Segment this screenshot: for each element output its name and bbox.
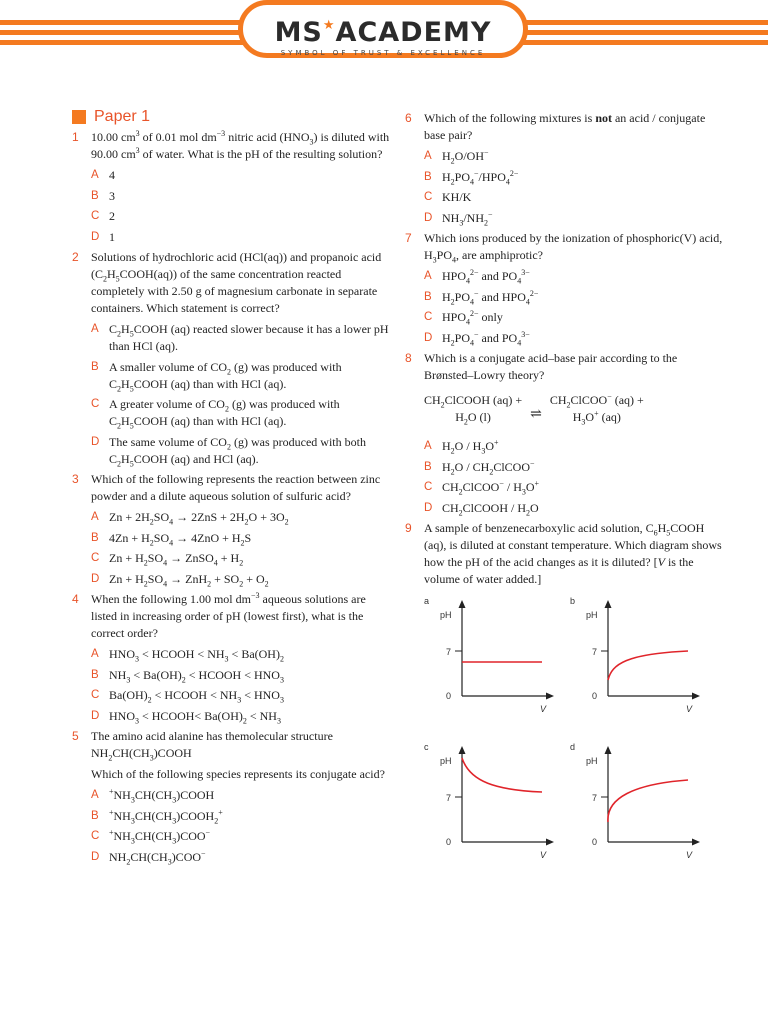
x-axis-arrow-icon bbox=[692, 693, 700, 700]
option-letter: B bbox=[424, 460, 432, 473]
y-tick-label: 0 bbox=[446, 691, 452, 701]
option-text: $Zn + H_2SO_4 \to ZnH_2 + SO_2 + O_2$ bbox=[109, 571, 269, 588]
option-text: $H_2O/OH^-$ bbox=[442, 148, 489, 166]
answer-option-d bbox=[424, 500, 725, 517]
answer-option-b bbox=[424, 459, 725, 476]
question-6 bbox=[405, 110, 725, 227]
answer-option-c bbox=[91, 208, 392, 225]
question-stem: The amino acid alanine has themolecular structure $NH_2CH(CH_3)COOH$ bbox=[91, 729, 333, 763]
option-letter: D bbox=[91, 572, 100, 585]
question-number: 5 bbox=[72, 729, 79, 743]
option-letter: A bbox=[91, 511, 99, 523]
graph-svg bbox=[418, 740, 558, 865]
option-letter: D bbox=[424, 331, 433, 344]
option-letter: D bbox=[91, 435, 100, 448]
graph-svg bbox=[418, 594, 558, 719]
option-text: $4Zn + H_2SO_4 \to 4ZnO + H_2S$ bbox=[109, 530, 252, 547]
ph-curve bbox=[608, 780, 688, 822]
square-bullet-icon bbox=[72, 110, 86, 124]
option-letter: A bbox=[91, 648, 99, 660]
equilibrium-equation bbox=[424, 392, 725, 426]
question-stem: 10.00 $cm^3$ of 0.01 mol $dm^{-3}$ nitric acid $(HNO_3)$ is diluted with 90.00 $cm^3$ of water. What is the pH of the resulting solution? bbox=[91, 129, 390, 161]
question-stem: Which is a conjugate acid–base pair according to the Brønsted–Lowry theory? bbox=[424, 351, 678, 382]
x-axis-label: V bbox=[540, 704, 547, 714]
option-letter: C bbox=[91, 210, 100, 222]
option-text: $^+NH_3CH(CH_3)COO^-$ bbox=[109, 828, 211, 846]
section-heading bbox=[72, 108, 392, 126]
graph-letter: b bbox=[570, 596, 576, 606]
question-number: 2 bbox=[72, 250, 79, 264]
right-column bbox=[405, 110, 725, 592]
option-letter: D bbox=[91, 709, 100, 722]
brand-tagline: SYMBOL OF TRUST & EXCELLENCE bbox=[280, 49, 486, 57]
y-axis-label: pH bbox=[440, 756, 452, 766]
question-4 bbox=[72, 591, 392, 725]
option-text: A greater volume of $CO_2$ (g) was produced with $C_2H_5COOH$ (aq) than with HCl (aq). bbox=[109, 397, 340, 431]
answer-option-b bbox=[91, 530, 392, 547]
answer-option-c bbox=[424, 189, 725, 206]
option-text: 2 bbox=[109, 209, 115, 223]
option-text: $H_2PO_4^-/HPO_4^{2-}$ bbox=[442, 168, 519, 186]
answer-option-a bbox=[91, 321, 392, 355]
y-axis-arrow-icon bbox=[459, 600, 466, 608]
brand-name: MS★ACADEMY bbox=[274, 17, 492, 48]
question-number: 3 bbox=[72, 472, 79, 486]
question-number: 6 bbox=[405, 111, 412, 125]
option-text: $HPO_4^{2-}$ only bbox=[442, 309, 503, 327]
question-stem: When the following 1.00 mol $dm^{-3}$ aqueous solutions are listed in increasing order of pH (lowest first), what is the correct order? bbox=[91, 591, 366, 640]
question-number: 8 bbox=[405, 351, 412, 365]
y-tick-label: 0 bbox=[446, 837, 452, 847]
answer-option-b bbox=[91, 808, 392, 825]
option-text: $Zn + 2H_2SO_4 \to 2ZnS + 2H_2O + 3O_2$ bbox=[109, 510, 289, 527]
option-letter: A bbox=[91, 789, 99, 801]
option-letter: C bbox=[91, 552, 100, 564]
question-3 bbox=[72, 471, 392, 588]
question-stem: Which of the following species represents its conjugate acid? bbox=[91, 767, 385, 781]
ph-curve bbox=[462, 758, 542, 792]
option-letter: B bbox=[91, 668, 99, 681]
answer-option-d bbox=[91, 229, 392, 246]
y-axis-label: pH bbox=[586, 756, 598, 766]
question-number: 7 bbox=[405, 231, 412, 245]
option-letter: B bbox=[91, 531, 99, 544]
graph-letter: c bbox=[424, 742, 429, 752]
option-letter: C bbox=[424, 311, 433, 323]
option-letter: D bbox=[91, 230, 100, 243]
option-text: $H_2O$ / $CH_2ClCOO^-$ bbox=[442, 458, 535, 476]
answer-option-b bbox=[424, 289, 725, 306]
option-letter: C bbox=[424, 481, 433, 493]
option-text: $CH_2ClCOOH / H_2O$ bbox=[442, 500, 539, 517]
answer-option-c bbox=[424, 479, 725, 496]
y-tick-label: 0 bbox=[592, 691, 598, 701]
answer-option-a bbox=[91, 646, 392, 663]
option-letter: B bbox=[424, 290, 432, 303]
option-text: $H_2PO_4^-$ and $PO_4^{3-}$ bbox=[442, 329, 530, 347]
option-text: A smaller volume of $CO_2$ (g) was produced with $C_2H_5COOH$ (aq) than with HCl (aq). bbox=[109, 359, 342, 393]
y-tick-label: 7 bbox=[446, 793, 452, 803]
question-stem: Solutions of hydrochloric acid (HCl(aq)) and propanoic acid $(C_2H_5COOH(aq))$ of the same concentration reacted completely with 2.50 g of magnesium carbonate in separate containers. Which statement is correct? bbox=[91, 250, 382, 315]
answer-option-c bbox=[91, 687, 392, 704]
option-text: $NH_3 < Ba(OH)_2$ < HCOOH < $HNO_3$ bbox=[109, 667, 284, 684]
y-tick-label: 0 bbox=[592, 837, 598, 847]
answer-option-b bbox=[91, 188, 392, 205]
option-text: $H_2O / H_3O^+$ bbox=[442, 438, 499, 456]
section-title: Paper 1 bbox=[94, 108, 151, 125]
graph-letter: a bbox=[424, 596, 430, 606]
y-tick-label: 7 bbox=[446, 647, 452, 657]
left-column bbox=[72, 108, 392, 869]
option-letter: A bbox=[424, 440, 432, 452]
x-axis-arrow-icon bbox=[546, 693, 554, 700]
ph-graphs bbox=[418, 594, 718, 864]
y-tick-label: 7 bbox=[592, 647, 598, 657]
answer-option-c bbox=[424, 309, 725, 326]
question-9 bbox=[405, 520, 725, 588]
answer-option-c bbox=[91, 396, 392, 430]
option-letter: B bbox=[91, 809, 99, 822]
question-number: 1 bbox=[72, 130, 79, 144]
option-text: $HNO_3$ < HCOOH < $NH_3 < Ba(OH)_2$ bbox=[109, 647, 284, 664]
answer-option-d bbox=[424, 330, 725, 347]
option-letter: A bbox=[91, 323, 99, 335]
answer-option-b bbox=[91, 667, 392, 684]
option-text: $NH_3/NH_2^-$ bbox=[442, 209, 493, 227]
option-letter: A bbox=[424, 270, 432, 282]
option-text: $^+NH_3CH(CH_3)COOH_2^+$ bbox=[109, 807, 223, 825]
option-letter: B bbox=[424, 170, 432, 183]
question-5 bbox=[72, 728, 392, 866]
equation-right: $CH_2ClCOO^-$ (aq) + $H_3O^+$ (aq) bbox=[549, 392, 644, 427]
option-text: 3 bbox=[109, 188, 115, 203]
answer-option-d bbox=[91, 571, 392, 588]
question-stem: Which of the following represents the reaction between zinc powder and a dilute aqueous solution of sulfuric acid? bbox=[91, 472, 381, 503]
header-banner bbox=[0, 0, 768, 62]
x-axis-label: V bbox=[686, 850, 693, 860]
question-stem: Which ions produced by the ionization of phosphoric(V) acid, $H_3PO_4$, are amphiprotic? bbox=[424, 231, 723, 265]
option-text: $C_2H_5COOH$ (aq) reacted slower because it has a lower pH than HCl (aq). bbox=[109, 322, 389, 353]
answer-option-d bbox=[424, 210, 725, 227]
option-letter: A bbox=[91, 169, 99, 181]
answer-option-b bbox=[91, 359, 392, 393]
answer-option-d bbox=[91, 849, 392, 866]
x-axis-label: V bbox=[540, 850, 547, 860]
option-text: $^+NH_3CH(CH_3)COOH$ bbox=[109, 787, 215, 805]
equilibrium-arrow-icon: ⇌ bbox=[530, 406, 542, 422]
graph-panel-d bbox=[564, 740, 704, 865]
question-number: 4 bbox=[72, 592, 79, 606]
star-icon: ★ bbox=[322, 18, 336, 33]
question-7 bbox=[405, 230, 725, 347]
x-axis-arrow-icon bbox=[692, 839, 700, 846]
option-letter: D bbox=[424, 501, 433, 514]
option-letter: C bbox=[91, 398, 100, 410]
option-letter: B bbox=[91, 189, 99, 202]
x-axis-arrow-icon bbox=[546, 839, 554, 846]
answer-option-a bbox=[91, 787, 392, 804]
option-text: $CH_2ClCOO^- / H_3O^+$ bbox=[442, 479, 540, 497]
option-text: 1 bbox=[109, 229, 115, 244]
option-letter: D bbox=[424, 211, 433, 224]
option-text: 4 bbox=[109, 168, 115, 182]
question-2 bbox=[72, 249, 392, 468]
equation-left: $CH_2ClCOOH$ (aq) + $H_2O$ (l) bbox=[424, 393, 523, 427]
option-letter: D bbox=[91, 850, 100, 863]
option-text: $HPO_4^{2-}$ and $PO_4^{3-}$ bbox=[442, 268, 530, 286]
answer-option-c bbox=[91, 828, 392, 845]
option-text: $H_2PO_4^-$ and $HPO_4^{2-}$ bbox=[442, 288, 539, 306]
y-axis-arrow-icon bbox=[605, 746, 612, 754]
answer-option-c bbox=[91, 550, 392, 567]
option-letter: C bbox=[424, 191, 433, 203]
option-text: The same volume of $CO_2$ (g) was produced with both $C_2H_5COOH$ (aq) and HCl (aq). bbox=[109, 434, 366, 468]
graph-letter: d bbox=[570, 742, 576, 752]
answer-option-a bbox=[424, 268, 725, 285]
answer-option-d bbox=[91, 708, 392, 725]
option-letter: A bbox=[424, 150, 432, 162]
option-letter: B bbox=[91, 360, 99, 373]
graph-svg bbox=[564, 740, 704, 865]
option-text: $Ba(OH)_2$ < HCOOH < $NH_3 < HNO_3$ bbox=[109, 688, 284, 705]
graph-panel-b bbox=[564, 594, 704, 719]
answer-option-a bbox=[424, 438, 725, 455]
question-stem: A sample of benzenecarboxylic acid solution, $C_6H_5COOH$ (aq), is diluted at constant temperature. Which diagram shows how the pH of the acid changes as it is diluted? [V is the volume of water added.] bbox=[424, 521, 722, 586]
answer-option-b bbox=[424, 169, 725, 186]
graph-panel-a bbox=[418, 594, 558, 719]
option-text: KH/K bbox=[442, 190, 472, 204]
option-text: $Zn + H_2SO_4$ → ZnSO$_4$ + $H_2$ bbox=[109, 551, 244, 568]
answer-option-a bbox=[91, 509, 392, 526]
question-number: 9 bbox=[405, 521, 412, 535]
option-text: $NH_2CH(CH_3)COO^-$ bbox=[109, 848, 206, 866]
question-stem: Which of the following mixtures is not an acid / conjugate base pair? bbox=[424, 111, 706, 142]
question-8 bbox=[405, 350, 725, 517]
y-tick-label: 7 bbox=[592, 793, 598, 803]
ph-curve bbox=[608, 651, 688, 680]
y-axis-label: pH bbox=[586, 610, 598, 620]
option-letter: C bbox=[91, 830, 100, 842]
graph-panel-c bbox=[418, 740, 558, 865]
x-axis-label: V bbox=[686, 704, 693, 714]
brand-logo bbox=[238, 0, 528, 58]
question-1 bbox=[72, 129, 392, 246]
y-axis-arrow-icon bbox=[605, 600, 612, 608]
graph-svg bbox=[564, 594, 704, 719]
answer-option-a bbox=[91, 167, 392, 184]
option-letter: C bbox=[91, 689, 100, 701]
y-axis-label: pH bbox=[440, 610, 452, 620]
answer-option-d bbox=[91, 434, 392, 468]
option-text: $HNO_3$ < HCOOH< $Ba(OH)_2 < NH_3$ bbox=[109, 708, 281, 725]
y-axis-arrow-icon bbox=[459, 746, 466, 754]
answer-option-a bbox=[424, 148, 725, 165]
